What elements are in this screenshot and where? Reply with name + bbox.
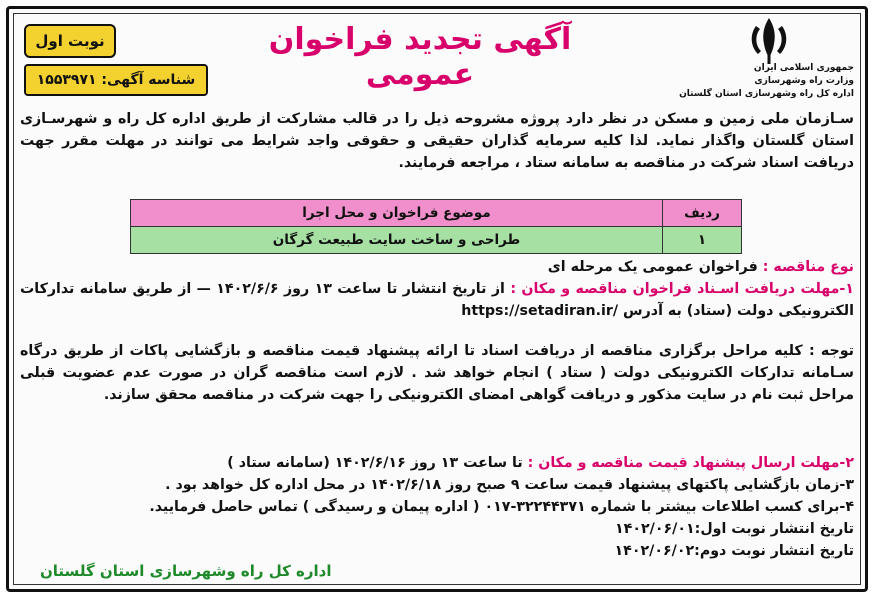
item-3: ۳-زمان بازگشایی پاکتهای پیشنهاد قیمت ساعت ۹ صبح روز ۱۴۰۲/۶/۱۸ در محل اداره کل خواهد بود . [165,477,854,493]
table-cell-subject: طراحی و ساخت سایت طبیعت گرگان [131,227,663,254]
item-2-label: ۲-مهلت ارسال پیشنهاد قیمت مناقصه و مکان : [527,455,854,471]
closing-details [20,452,854,562]
pub-date-1: تاریخ انتشار نوبت اول:۱۴۰۲/۰۶/۰۱ [615,521,854,537]
item-2 [20,452,854,474]
note-paragraph: توجه : کلیه مراحل برگزاری مناقصه از دریافت اسناد تا ارائه پیشنهاد قیمت مناقصه و بازگشایی پاکات از طریق درگاه سـامانه تدارکات الکترونیکی دولت ( ستاد ) انجام خواهد شد . لازم است مناقصه گران در صورت عدم عضویت قبلی مراحل ثبت نام در سایت مذکور و دریافت گواهی امضای الکترونیکی را جهت شرکت در مناقصه محقق سازند. [20,343,854,403]
table-cell-index: ۱ [663,227,742,254]
subject-table [130,199,742,254]
logo-line-3: اداره کل راه وشهرسازی استان گلستان [679,89,854,99]
tender-type-value: فراخوان عمومی یک مرحله ای [547,259,758,275]
setad-link[interactable]: https://setadiran.ir/ [461,303,619,319]
table-header-subject: موضوع فراخوان و محل اجرا [131,200,663,227]
item-1-value: از تاریخ انتشار تا ساعت ۱۳ روز ۱۴۰۲/۶/۶ — از طریق سامانه تدارکات الکترونیکی دولت (ستاد) به آدرس [20,281,854,319]
footer-organization: اداره کل راه وشهرسازی استان گلستان [40,562,332,580]
table-header-index: ردیف [663,200,742,227]
nobat-badge: نوبت اول [24,24,116,58]
table-header-row [131,200,742,227]
iran-emblem-icon [742,14,796,66]
item-2-value: تا ساعت ۱۳ روز ۱۴۰۲/۶/۱۶ (سامانه ستاد ) [227,455,523,471]
ministry-block [674,62,854,101]
logo-line-2: وزارت راه وشهرسازی [754,76,854,86]
table-row [131,227,742,254]
intro-paragraph: سـازمان ملی زمین و مسکن در نظر دارد پروژه مشروحه ذیل را در قالب مشارکت از طریق اداره کل راه و شهرسـازی استان گلستان واگذار نماید. لذا کلیه سرمایه گذاران حقیقی و حقوقی واجد شرایط می توانند در مهلت مقرر جهت دریافت اسناد شرکت در مناقصه به سامانه ستاد ، مراجعه فرمایند. [20,111,854,171]
notice-title: آگهی تجدید فراخوان عمومی [268,22,572,92]
shenase-badge: شناسه آگهی: ۱۵۵۳۹۷۱ [24,64,208,96]
tender-details [20,256,854,322]
tender-type [20,256,854,278]
tender-type-label: نوع مناقصه : [762,259,854,275]
item-1 [20,278,854,322]
item-1-label: ۱-مهلت دریافت اسـناد فراخوان مناقصه و مکان : [510,281,854,297]
item-4: ۴-برای کسب اطلاعات بیشتر با شماره ۳۲۲۴۴۳۷۱-۰۱۷ ( اداره پیمان و رسیدگی ) تماس حاصل فرمایید. [149,499,854,515]
pub-date-2: تاریخ انتشار نوبت دوم:۱۴۰۲/۰۶/۰۲ [614,543,854,559]
logo-line-1: جمهوری اسلامی ایران [753,63,854,73]
